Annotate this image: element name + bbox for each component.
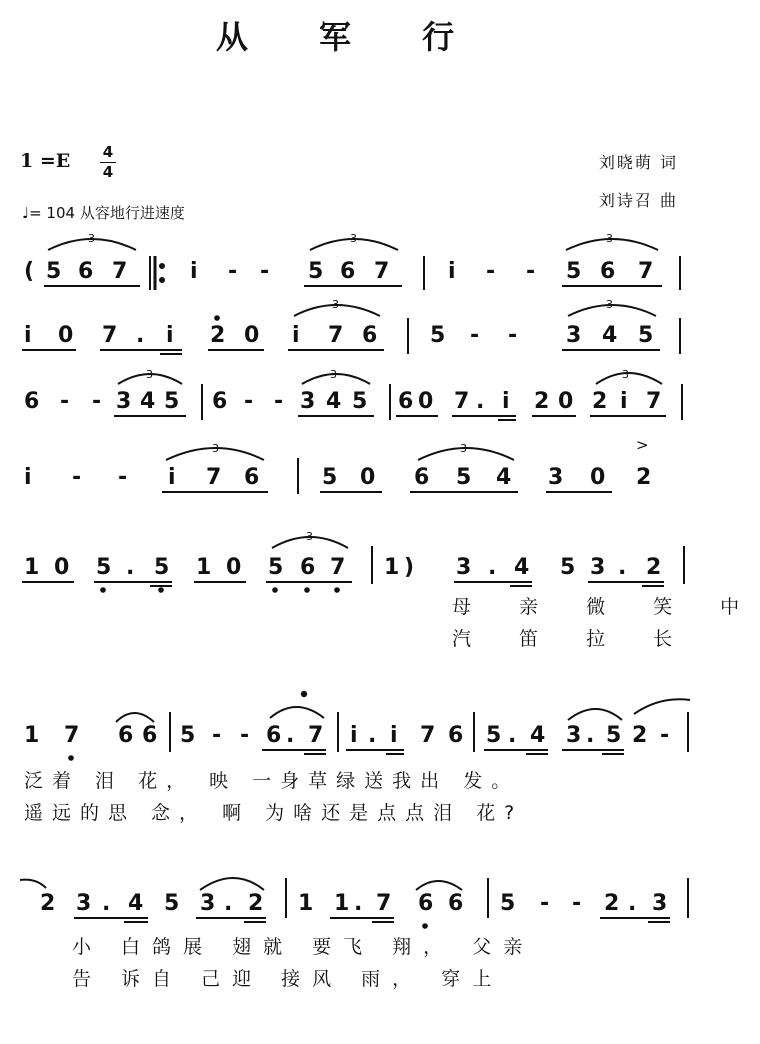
- svg-text:i: i: [390, 723, 398, 748]
- score-row-6: [24, 692, 690, 760]
- svg-text:2: 2: [604, 891, 620, 916]
- svg-text:6: 6: [600, 259, 616, 284]
- svg-text:6: 6: [300, 555, 316, 580]
- svg-text:.: .: [476, 389, 485, 414]
- svg-text:3: 3: [566, 323, 582, 348]
- svg-text:i: i: [448, 259, 456, 284]
- svg-text:7: 7: [206, 465, 222, 490]
- svg-text:i: i: [24, 323, 32, 348]
- svg-text:-: -: [660, 723, 670, 748]
- svg-text:i: i: [168, 465, 176, 490]
- svg-text:-: -: [240, 723, 250, 748]
- svg-text:1: 1: [24, 723, 40, 748]
- svg-text:3: 3: [548, 465, 564, 490]
- lyricist-credit: 刘晓萌 词: [598, 153, 678, 172]
- svg-text:0: 0: [558, 389, 574, 414]
- svg-text:3: 3: [460, 442, 467, 455]
- svg-text:5: 5: [500, 891, 516, 916]
- svg-text:3: 3: [212, 442, 219, 455]
- key-signature: 1 =E: [20, 150, 71, 172]
- svg-text:5: 5: [322, 465, 338, 490]
- svg-text:6: 6: [118, 723, 134, 748]
- svg-text:.: .: [126, 555, 135, 580]
- svg-text:6: 6: [78, 259, 94, 284]
- svg-text:3: 3: [350, 232, 357, 245]
- svg-text:.: .: [488, 555, 497, 580]
- svg-text:7: 7: [420, 723, 436, 748]
- quarter-note-icon: ♩: [22, 204, 30, 222]
- svg-text:3: 3: [456, 555, 472, 580]
- lyric-row5-line1: 母 亲 微 笑 中: [452, 596, 760, 618]
- svg-text:3: 3: [606, 298, 613, 311]
- svg-text:2: 2: [632, 723, 648, 748]
- tempo-text: = 104 从容地行进速度: [29, 204, 185, 222]
- score-row-3: [24, 368, 682, 420]
- svg-text:5: 5: [638, 323, 654, 348]
- svg-text:4: 4: [140, 389, 156, 414]
- svg-text:.: .: [354, 891, 363, 916]
- svg-text:1: 1: [334, 891, 350, 916]
- svg-text:7: 7: [376, 891, 392, 916]
- svg-text:5: 5: [352, 389, 368, 414]
- svg-text:5: 5: [486, 723, 502, 748]
- svg-text:1: 1: [24, 555, 40, 580]
- svg-text:2: 2: [248, 891, 264, 916]
- svg-text:i: i: [620, 389, 628, 414]
- composer-credit: 刘诗召 曲: [598, 191, 678, 210]
- svg-text:6: 6: [24, 389, 40, 414]
- svg-text:3: 3: [330, 368, 337, 381]
- svg-text:.: .: [224, 891, 233, 916]
- svg-text:-: -: [260, 259, 270, 284]
- svg-text:7: 7: [112, 259, 128, 284]
- svg-text:i: i: [190, 259, 198, 284]
- svg-text:-: -: [486, 259, 496, 284]
- svg-text:.: .: [368, 723, 377, 748]
- svg-text:1: 1: [196, 555, 212, 580]
- svg-text:-: -: [228, 259, 238, 284]
- svg-text:3: 3: [200, 891, 216, 916]
- song-title: 从 军 行: [215, 18, 485, 56]
- svg-text:3: 3: [88, 232, 95, 245]
- svg-text:7: 7: [638, 259, 654, 284]
- svg-text:3: 3: [146, 368, 153, 381]
- svg-text:5: 5: [154, 555, 170, 580]
- svg-text:-: -: [244, 389, 254, 414]
- svg-text:.: .: [508, 723, 517, 748]
- svg-text:5: 5: [268, 555, 284, 580]
- svg-text:.: .: [618, 555, 627, 580]
- time-signature-top: 4: [102, 143, 114, 161]
- svg-text:i: i: [24, 465, 32, 490]
- svg-text:5: 5: [180, 723, 196, 748]
- svg-text:2: 2: [646, 555, 662, 580]
- lyric-row5-line2: 汽 笛 拉 长: [452, 628, 694, 650]
- svg-text:.: .: [102, 891, 111, 916]
- lyric-row6-line1: 泛着 泪 花， 映 一身草绿送我出 发。: [24, 770, 520, 792]
- svg-text:-: -: [572, 891, 582, 916]
- svg-text:7: 7: [308, 723, 324, 748]
- svg-text:-: -: [540, 891, 550, 916]
- score-row-7: [20, 878, 688, 928]
- svg-text:6: 6: [142, 723, 158, 748]
- svg-text:7: 7: [374, 259, 390, 284]
- svg-text:3: 3: [306, 530, 313, 543]
- svg-text:i: i: [350, 723, 358, 748]
- svg-text:2: 2: [636, 465, 652, 490]
- svg-text:5: 5: [96, 555, 112, 580]
- svg-text:.: .: [628, 891, 637, 916]
- svg-text:7: 7: [646, 389, 662, 414]
- svg-text:6: 6: [212, 389, 228, 414]
- svg-text:3: 3: [76, 891, 92, 916]
- svg-text:7: 7: [328, 323, 344, 348]
- svg-text:6: 6: [414, 465, 430, 490]
- svg-text:6: 6: [244, 465, 260, 490]
- svg-text:-: -: [526, 259, 536, 284]
- svg-text:4: 4: [514, 555, 530, 580]
- svg-text:2: 2: [40, 891, 56, 916]
- svg-text:0: 0: [418, 389, 434, 414]
- svg-text:.: .: [586, 723, 595, 748]
- svg-text:-: -: [118, 465, 128, 490]
- svg-text:7: 7: [454, 389, 470, 414]
- svg-text:i: i: [166, 323, 174, 348]
- svg-text:3: 3: [300, 389, 316, 414]
- svg-text:4: 4: [496, 465, 512, 490]
- svg-text:-: -: [72, 465, 82, 490]
- svg-text:5: 5: [164, 891, 180, 916]
- svg-text:6: 6: [448, 891, 464, 916]
- svg-text:3: 3: [606, 232, 613, 245]
- svg-text:2: 2: [534, 389, 550, 414]
- svg-text:3: 3: [116, 389, 132, 414]
- svg-text:5: 5: [456, 465, 472, 490]
- svg-text:5: 5: [164, 389, 180, 414]
- svg-text:3: 3: [332, 298, 339, 311]
- svg-text:>: >: [636, 436, 649, 454]
- svg-text:4: 4: [602, 323, 618, 348]
- svg-text:6: 6: [362, 323, 378, 348]
- svg-text:-: -: [470, 323, 480, 348]
- svg-text:1: 1: [384, 555, 400, 580]
- svg-text:5: 5: [560, 555, 576, 580]
- svg-text:-: -: [508, 323, 518, 348]
- lyric-row6-line2: 遥远的思 念， 啊 为啥还是点点泪 花?: [24, 802, 524, 824]
- svg-text:5: 5: [46, 259, 62, 284]
- svg-text:-: -: [92, 389, 102, 414]
- svg-text:-: -: [60, 389, 70, 414]
- svg-text:0: 0: [226, 555, 242, 580]
- time-signature-bottom: 4: [102, 163, 114, 181]
- svg-text:.: .: [286, 723, 295, 748]
- svg-text:0: 0: [58, 323, 74, 348]
- svg-text:3: 3: [590, 555, 606, 580]
- svg-text:i: i: [292, 323, 300, 348]
- score-row-1: [44, 232, 680, 290]
- svg-text:0: 0: [590, 465, 606, 490]
- svg-text:6: 6: [340, 259, 356, 284]
- svg-text:3: 3: [652, 891, 668, 916]
- svg-text:7: 7: [330, 555, 346, 580]
- svg-text:(: (: [24, 259, 35, 284]
- score-row-2: [22, 298, 680, 354]
- svg-text:6: 6: [398, 389, 414, 414]
- svg-text:7: 7: [64, 723, 80, 748]
- svg-text:3: 3: [622, 368, 629, 381]
- svg-text:i: i: [502, 389, 510, 414]
- svg-text:6: 6: [448, 723, 464, 748]
- svg-text:0: 0: [54, 555, 70, 580]
- svg-text:-: -: [274, 389, 284, 414]
- svg-text:0: 0: [244, 323, 260, 348]
- svg-text:1: 1: [298, 891, 314, 916]
- svg-text:5: 5: [308, 259, 324, 284]
- lyric-row7-line1: 小 白鸽展 翅就 要飞 翔， 父亲: [72, 936, 535, 958]
- svg-text:5: 5: [430, 323, 446, 348]
- svg-text:4: 4: [128, 891, 144, 916]
- score-row-5: [22, 530, 684, 592]
- svg-text:): ): [404, 555, 415, 580]
- svg-text:2: 2: [592, 389, 608, 414]
- svg-text:0: 0: [360, 465, 376, 490]
- lyric-row7-line2: 告 诉自 己迎 接风 雨， 穿上: [72, 968, 504, 990]
- svg-text:6: 6: [418, 891, 434, 916]
- svg-text:4: 4: [530, 723, 546, 748]
- svg-text:3: 3: [566, 723, 582, 748]
- svg-text:5: 5: [566, 259, 582, 284]
- score-row-4: [24, 436, 651, 494]
- svg-text:.: .: [136, 323, 145, 348]
- svg-text:4: 4: [326, 389, 342, 414]
- svg-text:6: 6: [266, 723, 282, 748]
- svg-text:5: 5: [606, 723, 622, 748]
- svg-text:2: 2: [210, 323, 226, 348]
- svg-text:-: -: [212, 723, 222, 748]
- svg-text:7: 7: [102, 323, 118, 348]
